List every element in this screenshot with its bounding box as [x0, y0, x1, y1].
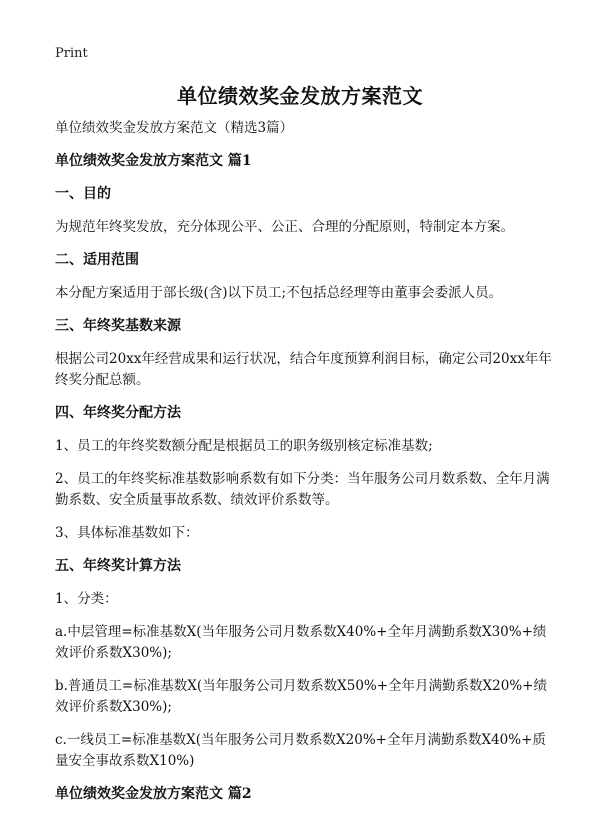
section-4-heading: 四、年终奖分配方法 — [55, 405, 181, 421]
article-2-heading: 单位绩效奖金发放方案范文 篇2 — [55, 786, 252, 802]
section-4-item: 3、具体标准基数如下： — [55, 525, 199, 541]
intro-subtitle: 单位绩效奖金发放方案范文（精选3篇） — [55, 120, 294, 136]
section-5-heading: 五、年终奖计算方法 — [55, 558, 181, 574]
section-3-heading: 三、年终奖基数来源 — [55, 318, 181, 334]
section-5-item: a.中层管理=标准基数X(当年服务公司月数系数X40%+全年月满勤系数X30%+绩效评价系数X30%); — [55, 624, 547, 661]
section-2-heading: 二、适用范围 — [55, 252, 139, 268]
document-body — [55, 118, 555, 817]
section-2-text: 本分配方案适用于部长级(含)以下员工;不包括总经理等由董事会委派人员。 — [55, 285, 503, 301]
section-3-text: 根据公司20xx年经营成果和运行状况，结合年度预算利润目标，确定公司20xx年年终奖分配总额。 — [55, 351, 552, 388]
article-1-heading: 单位绩效奖金发放方案范文 篇1 — [55, 153, 252, 169]
section-1-heading: 一、目的 — [55, 186, 111, 202]
section-5-item: c.一线员工=标准基数X(当年服务公司月数系数X20%+全年月满勤系数X40%+质量安全事故系数X10%) — [55, 732, 546, 769]
document-title: 单位绩效奖金发放方案范文 — [177, 84, 423, 108]
section-4-item: 1、员工的年终奖数额分配是根据员工的职务级别核定标准基数; — [55, 438, 433, 454]
section-5-item: 1、分类： — [55, 591, 118, 607]
section-4-item: 2、员工的年终奖标准基数影响系数有如下分类：当年服务公司月数系数、全年月满勤系数、安全质量事故系数、绩效评价系数等。 — [55, 471, 550, 508]
section-5-item: b.普通员工=标准基数X(当年服务公司月数系数X50%+全年月满勤系数X20%+绩效评价系数X30%); — [55, 678, 547, 715]
print-label: Print — [55, 46, 88, 61]
section-1-text: 为规范年终奖发放，充分体现公平、公正、合理的分配原则，特制定本方案。 — [55, 219, 514, 235]
